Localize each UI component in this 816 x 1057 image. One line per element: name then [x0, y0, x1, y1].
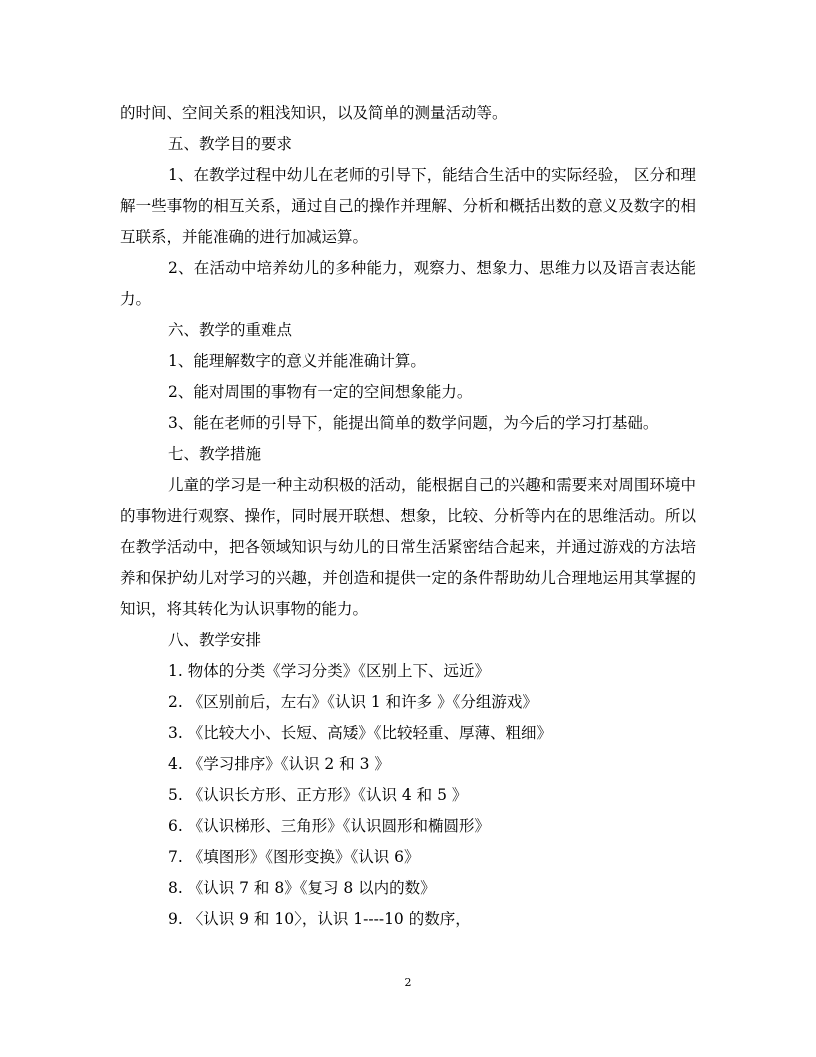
schedule-item-2: 2. 《区别前后，左右》《认识 1 和许多 》《分组游戏》	[168, 693, 538, 711]
continued-paragraph: 的时间、空间关系的粗浅知识，以及简单的测量活动等。	[120, 104, 508, 122]
schedule-item-5: 5. 《认识长方形、正方形》《认识 4 和 5 》	[168, 786, 468, 804]
section-heading-7: 七、教学措施	[168, 445, 262, 463]
paragraph-key-point-1: 1、能理解数字的意义并能准确计算。	[168, 352, 426, 370]
paragraph-goal-1: 1、在教学过程中幼儿在老师的引导下，能结合生活中的实际经验， 区分和理解一些事物的相互关系，通过自己的操作并理解、分析和概括出数的意义及数字的相互联系，并能准确的进行加减运算。	[120, 166, 696, 246]
schedule-item-7: 7. 《填图形》《图形变换》《认识 6》	[168, 848, 420, 866]
schedule-item-1: 1. 物体的分类《学习分类》《区别上下、远近》	[168, 662, 490, 680]
schedule-item-3: 3. 《比较大小、长短、高矮》《比较轻重、厚薄、粗细》	[168, 724, 552, 742]
section-heading-6: 六、教学的重难点	[168, 321, 293, 339]
paragraph-key-point-3: 3、能在老师的引导下，能提出简单的数学问题，为今后的学习打基础。	[168, 414, 659, 432]
page-number: 2	[404, 976, 412, 989]
paragraph-measures: 儿童的学习是一种主动积极的活动，能根据自己的兴趣和需要来对周围环境中的事物进行观察、操作，同时展开联想、想象，比较、分析等内在的思维活动。所以在教学活动中，把各领域知识与幼儿的日常生活紧密结合起来，并通过游戏的方法培养和保护幼儿对学习的兴趣，并创造和提供一定的条件帮助幼儿合理地运用其掌握的知识，将其转化为认识事物的能力。	[120, 476, 696, 618]
section-heading-5: 五、教学目的要求	[168, 135, 293, 153]
document-body	[120, 98, 696, 935]
schedule-item-4: 4. 《学习排序》《认识 2 和 3 》	[168, 755, 390, 773]
section-heading-8: 八、教学安排	[168, 631, 262, 649]
schedule-item-9: 9. 〈认识 9 和 10〉，认识 1----10 的数序，	[168, 910, 471, 928]
schedule-item-8: 8. 《认识 7 和 8》《复习 8 以内的数》	[168, 879, 436, 897]
schedule-item-6: 6. 《认识梯形、三角形》《认识圆形和椭圆形》	[168, 817, 490, 835]
paragraph-key-point-2: 2、能对周围的事物有一定的空间想象能力。	[168, 383, 473, 401]
paragraph-goal-2: 2、在活动中培养幼儿的多种能力，观察力、想象力、思维力以及语言表达能力。	[120, 259, 696, 308]
